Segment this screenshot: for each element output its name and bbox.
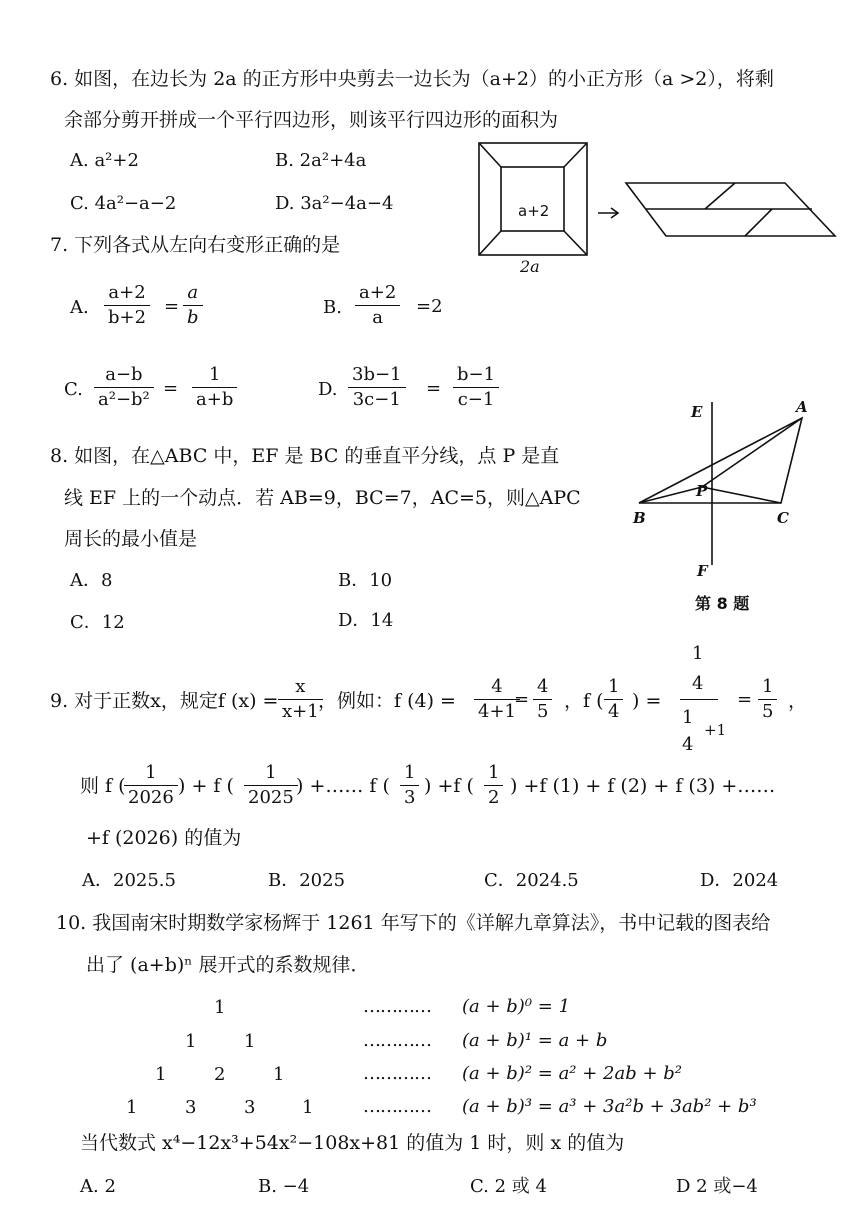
q6-fig-inner-label: a+2 [518,202,550,220]
triangle-number: 1 [214,997,226,1018]
q9-lead: 9. 对于正数x，规定f (x) = [50,690,279,712]
q9-ex1-den: 4+1 [478,701,516,722]
q9-def-fraction [278,676,323,723]
q7-c-rden: a+b [196,389,234,410]
q9-s3-close: ) +f ( [424,775,474,797]
q7-a-den: b+2 [108,307,147,328]
q9-ex1-eq: = [514,689,530,710]
q9-ex2-rhs [758,676,777,723]
q8-fig-label-e: E [691,403,703,421]
q7-stem: 7. 下列各式从左向右变形正确的是 [50,234,341,256]
q9-s4-den: 2 [488,787,500,808]
q8-fig-label-a: A [796,398,808,416]
q8-fig-label-b: B [633,509,646,527]
q9-ex1-rnum: 4 [537,676,549,697]
q9-def-den: x+1 [282,701,319,722]
q9-example: ，例如：f (4) = [318,690,456,712]
leader-dots: ………… [363,1030,431,1051]
q10-option-c: C. 2 或 4 [470,1176,547,1197]
q8-option-c: C．12 [70,612,125,633]
q7-b-rhs: =2 [416,296,443,317]
q9-s3-fraction [400,762,419,809]
binomial-expansion-1: (a + b)¹ = a + b [462,1030,608,1051]
q7-d-num: 3b−1 [352,364,402,385]
q6-stem-line2: 余部分剪开拼成一个平行四边形，则该平行四边形的面积为 [64,109,559,131]
q7-b-num: a+2 [359,282,397,303]
q9-ex2-eq: = [737,689,753,710]
q9-ex2-rnum: 1 [762,676,774,697]
q9-s1-fraction [124,762,178,809]
q10-option-d: D 2 或−4 [676,1176,758,1197]
q8-fig-label-p: P [696,482,708,500]
q10-stem-line1: 10. 我国南宋时期数学家杨辉于 1261 年写下的《详解九章算法》，书中记载的图表给 [56,912,771,934]
leader-dots: ………… [363,996,431,1017]
q9-s3-den: 3 [404,787,416,808]
triangle-number: 3 [185,1097,197,1118]
q9-cf-plus-one: +1 [704,721,727,739]
q9-ex2-rden: 5 [762,701,774,722]
q9-s4-num: 1 [488,762,500,783]
q9-s1-close: ) + f ( [178,775,234,797]
q9-def-num: x [295,676,306,697]
q9-cf-top-num: 1 [692,643,704,664]
q9-ex1-rden: 5 [537,701,549,722]
q9-ex2-num: 1 [608,676,620,697]
q10-stem-line2: 出了 (a+b)ⁿ 展开式的系数规律． [86,954,370,976]
q9-s2-close: ) +…… f ( [296,775,390,797]
leader-dots: ………… [363,1063,431,1084]
q6-fig-outer-label: 2a [520,257,540,276]
q9-ex2-fraction [604,676,623,723]
q9-s2-num: 1 [265,762,277,783]
q9-stem-line3: +f (2026) 的值为 [86,827,242,849]
q7-b-label: B. [323,297,342,318]
q7-c-num: a−b [105,364,143,385]
q8-option-d: D．14 [338,610,394,631]
q7-a-eq: = [164,296,180,317]
q9-cf-main-bar [680,699,718,700]
q7-a-num: a+2 [108,282,146,303]
q6-option-c: C. 4a²−a−2 [70,193,177,214]
q7-d-den: 3c−1 [352,389,401,410]
q9-s2-fraction [244,762,298,809]
q7-c-label: C. [64,379,83,400]
triangle-number: 1 [302,1097,314,1118]
q6-option-d: D. 3a²−4a−4 [275,193,394,214]
triangle-number: 1 [244,1031,256,1052]
q6-option-a: A. a²+2 [70,150,139,171]
q9-ex2-end: ， [788,690,808,712]
leader-dots: ………… [363,1096,431,1117]
binomial-expansion-0: (a + b)⁰ = 1 [462,996,571,1017]
q8-stem-line3: 周长的最小值是 [64,528,198,550]
q7-d-rden: c−1 [457,389,495,410]
q7-c-eq: = [163,378,179,399]
q8-caption: 第 8 题 [695,594,750,613]
q10-question: 当代数式 x⁴−12x³+54x²−108x+81 的值为 1 时，则 x 的值为 [80,1132,625,1154]
q10-option-b: B. −4 [258,1176,310,1197]
q9-cf-bottom-den: 4 [682,734,694,755]
triangle-number: 2 [214,1064,226,1085]
q9-s1-num: 1 [145,762,157,783]
q9-ex2-lead: ，f ( [564,690,604,712]
q8-fig-label-c: C [777,509,789,527]
q9-option-c: C．2024.5 [484,870,579,891]
q7-c-rnum: 1 [208,364,221,385]
q8-stem-line1: 8. 如图，在△ABC 中，EF 是 BC 的垂直平分线，点 P 是直 [50,445,560,467]
q9-s1-den: 2026 [128,787,174,808]
q9-cf-bottom-num: 1 [682,707,694,728]
q9-ex1-num: 4 [491,676,503,697]
q9-ex1-rhs [533,676,552,723]
q7-b-den: a [372,307,383,328]
q9-option-b: B．2025 [268,870,346,891]
q9-s4-fraction [484,762,503,809]
q7-d-label: D. [318,379,338,400]
q9-s3-num: 1 [404,762,416,783]
q7-d-rnum: b−1 [457,364,496,385]
q6-option-b: B. 2a²+4a [275,150,367,171]
binomial-expansion-2: (a + b)² = a² + 2ab + b² [462,1063,683,1084]
q10-option-a: A. 2 [80,1176,116,1197]
q9-s4-close: ) +f (1) + f (2) + f (3) +…… [510,775,776,797]
binomial-expansion-3: (a + b)³ = a³ + 3a²b + 3ab² + b³ [462,1096,757,1117]
q8-option-b: B．10 [338,570,393,591]
q6-stem-line1: 6. 如图，在边长为 2a 的正方形中央剪去一边长为（a+2）的小正方形（a >2），将剩 [50,68,774,90]
q7-c-den: a²−b² [98,389,150,410]
q7-d-eq: = [426,378,442,399]
q7-a-rnum: a [187,282,199,303]
triangle-number: 1 [155,1064,167,1085]
q9-sum-lead: 则 f ( [80,775,126,797]
q9-ex2-den: 4 [608,701,620,722]
triangle-number: 3 [244,1097,256,1118]
triangle-number: 1 [273,1064,285,1085]
q8-option-a: A．8 [70,570,113,591]
q9-ex2-close: ) = [632,690,662,712]
q9-cf-top-den: 4 [692,673,704,694]
q9-option-d: D．2024 [700,870,779,891]
triangle-number: 1 [185,1031,197,1052]
q9-option-a: A．2025.5 [82,870,176,891]
triangle-number: 1 [126,1097,138,1118]
q7-a-label: A. [70,297,89,318]
q8-stem-line2: 线 EF 上的一个动点．若 AB=9，BC=7，AC=5，则△APC [64,487,581,509]
q9-s2-den: 2025 [248,787,294,808]
q8-fig-label-f: F [697,562,708,580]
q7-a-rden: b [187,307,199,328]
